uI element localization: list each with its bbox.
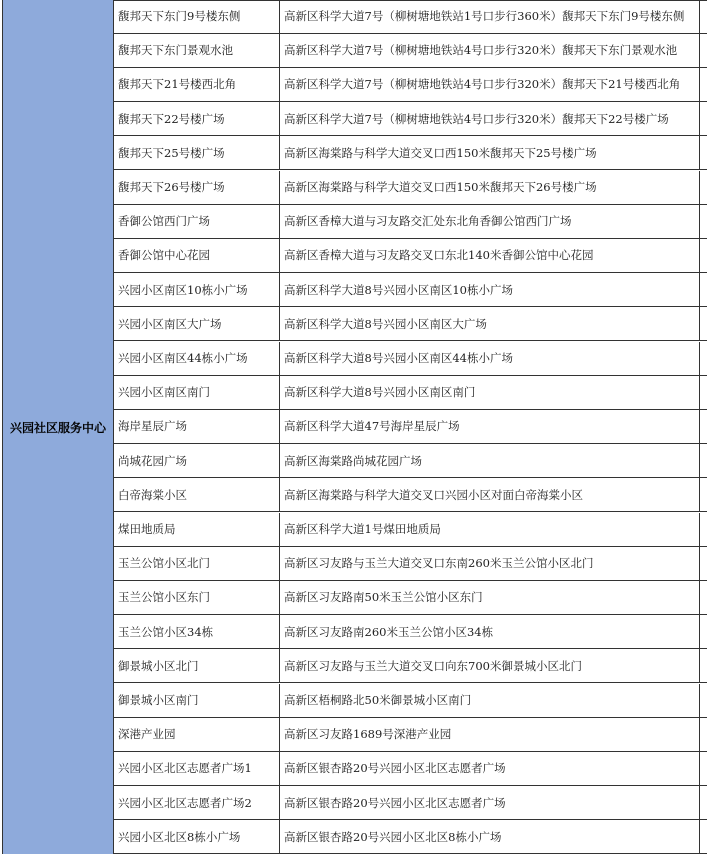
location-address-cell[interactable]: 高新区银杏路20号兴园小区北区志愿者广场	[280, 752, 700, 785]
table-row	[114, 444, 707, 478]
empty-cell[interactable]	[700, 205, 707, 238]
empty-cell[interactable]	[700, 307, 707, 340]
table-row	[114, 307, 707, 341]
empty-cell[interactable]	[700, 615, 707, 648]
table-row	[114, 0, 707, 34]
location-address-cell[interactable]: 高新区习友路南50米玉兰公馆小区东门	[280, 581, 700, 614]
location-name-cell[interactable]: 馥邦天下东门9号楼东侧	[114, 0, 280, 33]
location-address-cell[interactable]: 高新区习友路与玉兰大道交叉口向东700米御景城小区北门	[280, 649, 700, 682]
location-address-cell[interactable]: 高新区科学大道8号兴园小区南区10栋小广场	[280, 273, 700, 306]
location-name-cell[interactable]: 兴园小区南区44栋小广场	[114, 342, 280, 375]
empty-cell[interactable]	[700, 171, 707, 204]
location-name-cell[interactable]: 馥邦天下21号楼西北角	[114, 68, 280, 101]
table-row	[114, 752, 707, 786]
table-row	[114, 136, 707, 170]
table-row	[114, 68, 707, 102]
empty-cell[interactable]	[700, 581, 707, 614]
table-row	[114, 376, 707, 410]
location-address-cell[interactable]: 高新区海棠路尚城花园广场	[280, 444, 700, 477]
location-address-cell[interactable]: 高新区科学大道47号海岸星辰广场	[280, 410, 700, 443]
location-name-cell[interactable]: 馥邦天下25号楼广场	[114, 136, 280, 169]
location-address-cell[interactable]: 高新区科学大道7号（柳树塘地铁站4号口步行320米）馥邦天下21号楼西北角	[280, 68, 700, 101]
location-name-cell[interactable]: 兴园小区南区10栋小广场	[114, 273, 280, 306]
empty-cell[interactable]	[700, 0, 707, 33]
location-address-cell[interactable]: 高新区海棠路与科学大道交叉口西150米馥邦天下26号楼广场	[280, 171, 700, 204]
location-name-cell[interactable]: 兴园小区南区大广场	[114, 307, 280, 340]
location-name-cell[interactable]: 海岸星辰广场	[114, 410, 280, 443]
table-row	[114, 171, 707, 205]
location-name-cell[interactable]: 馥邦天下26号楼广场	[114, 171, 280, 204]
location-name-cell[interactable]: 玉兰公馆小区34栋	[114, 615, 280, 648]
location-address-cell[interactable]: 高新区香樟大道与习友路交汇处东北角香御公馆西门广场	[280, 205, 700, 238]
location-name-cell[interactable]: 深港产业园	[114, 718, 280, 751]
empty-cell[interactable]	[700, 684, 707, 717]
empty-cell[interactable]	[700, 34, 707, 67]
location-address-cell[interactable]: 高新区科学大道8号兴园小区南区南门	[280, 376, 700, 409]
empty-cell[interactable]	[700, 444, 707, 477]
empty-cell[interactable]	[700, 649, 707, 682]
location-name-cell[interactable]: 兴园小区南区南门	[114, 376, 280, 409]
location-address-cell[interactable]: 高新区科学大道7号（柳树塘地铁站1号口步行360米）馥邦天下东门9号楼东侧	[280, 0, 700, 33]
location-address-cell[interactable]: 高新区习友路南260米玉兰公馆小区34栋	[280, 615, 700, 648]
table-row	[114, 410, 707, 444]
empty-cell[interactable]	[700, 136, 707, 169]
empty-cell[interactable]	[700, 547, 707, 580]
location-address-cell[interactable]: 高新区海棠路与科学大道交叉口西150米馥邦天下25号楼广场	[280, 136, 700, 169]
location-address-cell[interactable]: 高新区科学大道1号煤田地质局	[280, 513, 700, 546]
table-row	[114, 547, 707, 581]
empty-cell[interactable]	[700, 718, 707, 751]
empty-cell[interactable]	[700, 273, 707, 306]
location-name-cell[interactable]: 煤田地质局	[114, 513, 280, 546]
location-name-cell[interactable]: 御景城小区南门	[114, 684, 280, 717]
table-row	[114, 718, 707, 752]
empty-cell[interactable]	[700, 752, 707, 785]
location-address-cell[interactable]: 高新区香樟大道与习友路交叉口东北140米香御公馆中心花园	[280, 239, 700, 272]
location-address-cell[interactable]: 高新区习友路与玉兰大道交叉口东南260米玉兰公馆小区北门	[280, 547, 700, 580]
table-row	[114, 102, 707, 136]
location-address-cell[interactable]: 高新区科学大道8号兴园小区南区大广场	[280, 307, 700, 340]
empty-cell[interactable]	[700, 513, 707, 546]
empty-cell[interactable]	[700, 478, 707, 511]
table-row	[114, 786, 707, 820]
location-name-cell[interactable]: 白帝海棠小区	[114, 478, 280, 511]
location-address-cell[interactable]: 高新区习友路1689号深港产业园	[280, 718, 700, 751]
table-row	[114, 239, 707, 273]
location-address-cell[interactable]: 高新区科学大道7号（柳树塘地铁站4号口步行320米）馥邦天下22号楼广场	[280, 102, 700, 135]
table-row	[114, 513, 707, 547]
table-row	[114, 581, 707, 615]
empty-cell[interactable]	[700, 102, 707, 135]
location-name-cell[interactable]: 玉兰公馆小区北门	[114, 547, 280, 580]
location-address-cell[interactable]: 高新区科学大道8号兴园小区南区44栋小广场	[280, 342, 700, 375]
location-name-cell[interactable]: 兴园小区北区志愿者广场2	[114, 786, 280, 819]
table-row	[114, 342, 707, 376]
location-name-cell[interactable]: 兴园小区北区志愿者广场1	[114, 752, 280, 785]
table-row	[114, 205, 707, 239]
table-row	[114, 649, 707, 683]
location-name-cell[interactable]: 御景城小区北门	[114, 649, 280, 682]
service-center-merged-cell[interactable]	[3, 0, 114, 854]
location-address-cell[interactable]: 高新区科学大道7号（柳树塘地铁站4号口步行320米）馥邦天下东门景观水池	[280, 34, 700, 67]
location-name-cell[interactable]: 馥邦天下22号楼广场	[114, 102, 280, 135]
empty-cell[interactable]	[700, 410, 707, 443]
empty-cell[interactable]	[700, 68, 707, 101]
service-center-label: 兴园社区服务中心	[9, 420, 106, 435]
table-row	[114, 273, 707, 307]
table-row	[114, 684, 707, 718]
location-address-cell[interactable]: 高新区海棠路与科学大道交叉口兴园小区对面白帝海棠小区	[280, 478, 700, 511]
table-row	[114, 478, 707, 512]
location-name-cell[interactable]: 兴园小区北区8栋小广场	[114, 820, 280, 853]
table-row	[114, 615, 707, 649]
empty-cell[interactable]	[700, 820, 707, 853]
table-row	[114, 34, 707, 68]
location-address-cell[interactable]: 高新区银杏路20号兴园小区北区志愿者广场	[280, 786, 700, 819]
location-name-cell[interactable]: 香御公馆西门广场	[114, 205, 280, 238]
location-name-cell[interactable]: 香御公馆中心花园	[114, 239, 280, 272]
empty-cell[interactable]	[700, 342, 707, 375]
empty-cell[interactable]	[700, 786, 707, 819]
table-body	[114, 0, 707, 854]
empty-cell[interactable]	[700, 239, 707, 272]
location-name-cell[interactable]: 尚城花园广场	[114, 444, 280, 477]
empty-cell[interactable]	[700, 376, 707, 409]
location-address-cell[interactable]: 高新区梧桐路北50米御景城小区南门	[280, 684, 700, 717]
table-row	[114, 820, 707, 854]
location-address-cell[interactable]: 高新区银杏路20号兴园小区北区8栋小广场	[280, 820, 700, 853]
location-name-cell[interactable]: 玉兰公馆小区东门	[114, 581, 280, 614]
location-name-cell[interactable]: 馥邦天下东门景观水池	[114, 34, 280, 67]
